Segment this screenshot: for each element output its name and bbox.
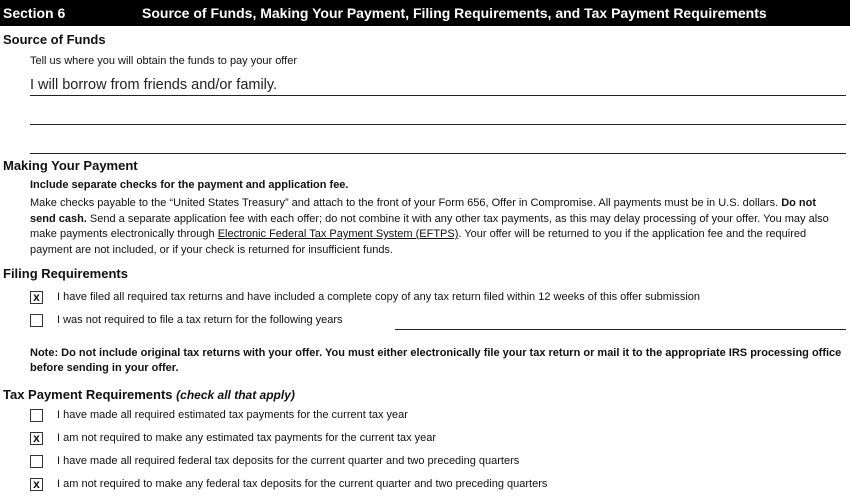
making-payment-paragraph bbox=[30, 196, 842, 258]
filing-checkbox-1-label: I have filed all required tax returns and have included a complete copy of any tax return filed within 12 weeks of this offer submission bbox=[57, 291, 701, 303]
filing-requirements-heading: Filing Requirements bbox=[3, 266, 128, 281]
source-of-funds-prompt: Tell us where you will obtain the funds to pay your offer bbox=[30, 55, 298, 67]
source-of-funds-answer[interactable]: I will borrow from friends and/or family. bbox=[30, 77, 278, 93]
tax-payment-checkbox-3[interactable] bbox=[30, 455, 43, 468]
filing-note: Note: Do not include original tax returns with your offer. You must either electronically file your tax return or mail it to the appropriate IRS processing office before sending in your offer. bbox=[30, 347, 842, 374]
tax-payment-heading-hint: (check all that apply) bbox=[176, 388, 295, 402]
payment-text-1: Make checks payable to the “United States Treasury” and attach to the front of your Form 656, Offer in Compromise. All payments must be in U.S. dollars. bbox=[30, 197, 782, 209]
source-of-funds-heading: Source of Funds bbox=[3, 32, 106, 47]
payment-text-2: Send a separate application fee with each offer; do not combine it with any other tax payments, as this may delay processing of your offer. You may also make payments electronically through bbox=[30, 212, 829, 240]
answer-line-3[interactable] bbox=[30, 153, 846, 154]
section-header bbox=[0, 0, 850, 26]
filing-checkbox-2[interactable] bbox=[30, 314, 43, 327]
tax-payment-checkbox-4[interactable]: x bbox=[30, 478, 43, 491]
tax-payment-checkbox-4-label: I am not required to make any federal tax deposits for the current quarter and two preceding quarters bbox=[57, 478, 548, 490]
tax-payment-checkbox-1-label: I have made all required estimated tax payments for the current tax year bbox=[57, 409, 408, 421]
tax-payment-checkbox-3-label: I have made all required federal tax deposits for the current quarter and two preceding quarters bbox=[57, 455, 520, 467]
section-title: Source of Funds, Making Your Payment, Filing Requirements, and Tax Payment Requirements bbox=[142, 5, 767, 21]
answer-line-2[interactable] bbox=[30, 124, 846, 125]
section-number: Section 6 bbox=[3, 5, 66, 21]
years-input-line[interactable] bbox=[395, 329, 846, 330]
no-cash-warning: Do not send cash. bbox=[30, 197, 817, 225]
filing-checkbox-1[interactable]: x bbox=[30, 291, 43, 304]
tax-payment-checkbox-1[interactable] bbox=[30, 409, 43, 422]
tax-payment-heading-text: Tax Payment Requirements bbox=[3, 387, 173, 402]
tax-payment-checkbox-2[interactable]: x bbox=[30, 432, 43, 445]
tax-payment-heading bbox=[3, 387, 295, 402]
answer-line-1 bbox=[30, 95, 846, 96]
making-payment-subheading: Include separate checks for the payment and application fee. bbox=[30, 179, 349, 191]
filing-checkbox-2-label: I was not required to file a tax return for the following years bbox=[57, 314, 343, 326]
tax-payment-checkbox-2-label: I am not required to make any estimated tax payments for the current tax year bbox=[57, 432, 437, 444]
making-payment-heading: Making Your Payment bbox=[3, 158, 138, 173]
eftps-link[interactable]: Electronic Federal Tax Payment System (EFTPS) bbox=[217, 228, 459, 240]
payment-text-3: . Your offer will be returned to you if the application fee and the required payment are not included, or if your check is returned for insufficient funds. bbox=[30, 228, 807, 256]
